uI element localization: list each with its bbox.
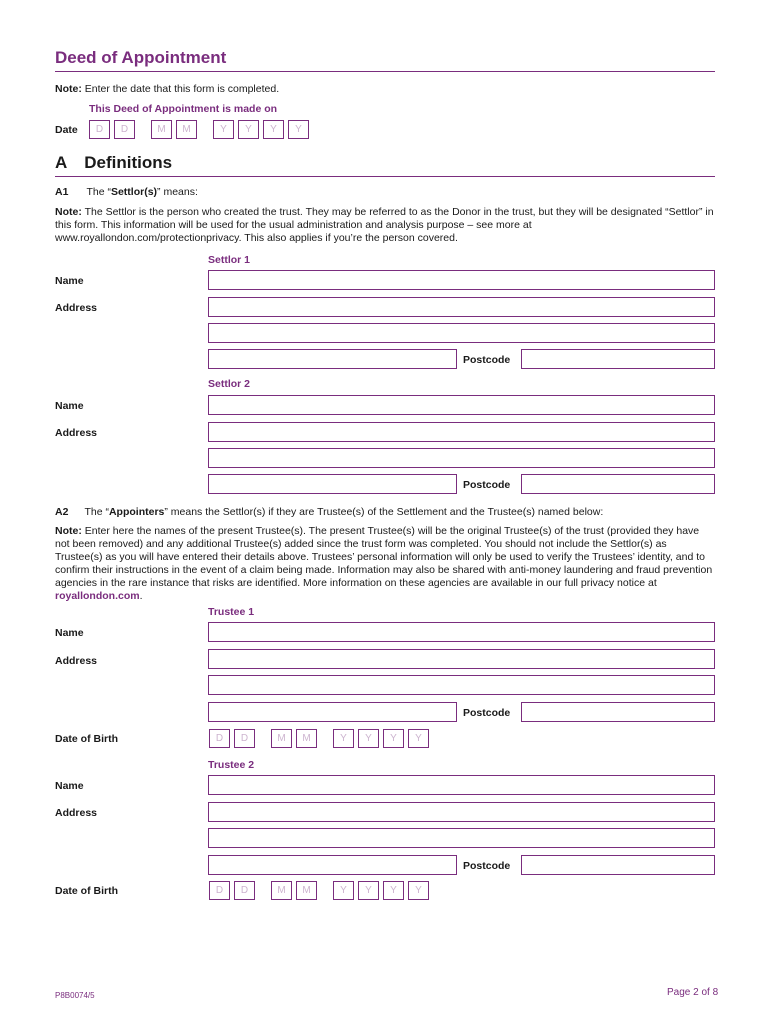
settlor1-name-label: Name — [55, 275, 84, 287]
a1-pre: The “ — [86, 186, 111, 198]
trustee1-dob-digit-2[interactable]: D — [234, 729, 255, 748]
settlor2-name-label: Name — [55, 400, 84, 412]
trustee2-dob-digit-3[interactable]: M — [271, 881, 292, 900]
note-label: Note: — [55, 206, 82, 218]
trustee2-dob-digit-5[interactable]: Y — [333, 881, 354, 900]
trustee1-dob-digit-8[interactable]: Y — [408, 729, 429, 748]
trustee1-dob-label: Date of Birth — [55, 733, 118, 745]
a1-text — [55, 186, 198, 199]
trustee1-dob-digit-4[interactable]: M — [296, 729, 317, 748]
trustee1-name-input[interactable] — [208, 622, 715, 642]
trustee2-postcode-label: Postcode — [463, 860, 511, 872]
trustee2-postcode-input[interactable] — [521, 855, 715, 875]
settlor1-address-line3[interactable] — [208, 349, 457, 369]
note-text: Enter the date that this form is completed. — [81, 83, 280, 95]
date-digit-2[interactable]: D — [114, 120, 135, 139]
page-title: Deed of Appointment — [55, 48, 227, 67]
note-label: Note: — [55, 525, 82, 537]
trustee1-address-line2[interactable] — [208, 675, 715, 695]
settlor2-heading: Settlor 2 — [208, 378, 251, 390]
date-digit-4[interactable]: M — [176, 120, 197, 139]
date-digit-5[interactable]: Y — [213, 120, 234, 139]
section-a-heading — [55, 153, 172, 173]
trustee2-address-line2[interactable] — [208, 828, 715, 848]
trustee2-dob-label: Date of Birth — [55, 885, 118, 897]
page-number: Page 2 of 8 — [667, 987, 719, 998]
a2-text — [55, 506, 603, 519]
trustee1-dob-digit-1[interactable]: D — [209, 729, 230, 748]
trustee2-address-line3[interactable] — [208, 855, 457, 875]
trustee1-dob-digit-3[interactable]: M — [271, 729, 292, 748]
trustee2-dob-digit-6[interactable]: Y — [358, 881, 379, 900]
date-label: Date — [55, 124, 78, 136]
date-digit-7[interactable]: Y — [263, 120, 284, 139]
a1-term: Settlor(s) — [110, 186, 158, 198]
settlor1-heading: Settlor 1 — [208, 254, 251, 266]
a1-num: A1 — [55, 186, 69, 198]
trustee1-dob-digit-7[interactable]: Y — [383, 729, 404, 748]
note-text: Enter here the names of the present Trustee(s). The present Trustee(s) will be the original Trustee(s) of the trust (provided they have not been removed) and any additional Trustee(s) added since the trust form was completed. You should not include the Settlor(s) as Trustee(s) as you will have entered their details above. Trustees’ personal information will only be used to verify the Trustees’ identity, and to confirm their instructions in the event of a claim being made. Information may also be shared with anti-money laundering and fraud prevention agencies in the rare instance that risks are identified. More information on these agencies are available in our full privacy notice at — [55, 525, 713, 589]
settlor1-address-line2[interactable] — [208, 323, 715, 343]
trustee1-dob-digit-6[interactable]: Y — [358, 729, 379, 748]
section-letter: A — [55, 153, 68, 172]
trustee2-name-input[interactable] — [208, 775, 715, 795]
a2-pre: The “ — [84, 506, 109, 518]
section-rule — [55, 176, 715, 177]
settlor2-postcode-input[interactable] — [521, 474, 715, 494]
trustee1-address-line3[interactable] — [208, 702, 457, 722]
settlor1-postcode-input[interactable] — [521, 349, 715, 369]
settlor1-address-line1[interactable] — [208, 297, 715, 317]
a2-term: Appointers — [108, 506, 165, 518]
trustee2-dob-digit-2[interactable]: D — [234, 881, 255, 900]
date-note — [55, 83, 279, 96]
trustee2-dob-digit-1[interactable]: D — [209, 881, 230, 900]
title-rule — [55, 71, 715, 72]
trustee1-address-label: Address — [55, 655, 98, 667]
made-on-label: This Deed of Appointment is made on — [89, 103, 278, 115]
a1-post: ” means: — [157, 186, 198, 198]
trustee2-dob-digit-8[interactable]: Y — [408, 881, 429, 900]
footer-code: P8B0074/5 — [55, 991, 95, 1000]
a2-post: ” means the Settlor(s) if they are Trustee(s) of the Settlement and the Trustee(s) named below: — [164, 506, 604, 518]
note-label: Note: — [55, 83, 82, 95]
date-digit-6[interactable]: Y — [238, 120, 259, 139]
date-digit-1[interactable]: D — [89, 120, 110, 139]
date-digit-8[interactable]: Y — [288, 120, 309, 139]
trustee1-dob-digit-5[interactable]: Y — [333, 729, 354, 748]
settlor2-address-line3[interactable] — [208, 474, 457, 494]
date-digit-3[interactable]: M — [151, 120, 172, 139]
section-title: Definitions — [84, 153, 173, 172]
trustee1-postcode-label: Postcode — [463, 707, 511, 719]
settlor2-address-line1[interactable] — [208, 422, 715, 442]
trustee1-heading: Trustee 1 — [208, 606, 255, 618]
trustee1-postcode-input[interactable] — [521, 702, 715, 722]
settlor1-name-input[interactable] — [208, 270, 715, 290]
settlor2-address-label: Address — [55, 427, 98, 439]
trustee1-name-label: Name — [55, 627, 84, 639]
settlor-note — [55, 206, 715, 245]
trustee-note — [55, 525, 715, 603]
settlor2-address-line2[interactable] — [208, 448, 715, 468]
trustee2-address-line1[interactable] — [208, 802, 715, 822]
settlor2-name-input[interactable] — [208, 395, 715, 415]
privacy-link[interactable]: royallondon.com — [55, 590, 140, 602]
trustee2-name-label: Name — [55, 780, 84, 792]
trustee2-heading: Trustee 2 — [208, 759, 255, 771]
settlor1-postcode-label: Postcode — [463, 354, 511, 366]
note-text: The Settlor is the person who created the trust. They may be referred to as the Donor in the trust, but they will be designated “Settlor” in this form. This information will be used for the usual administration and analysis purpose – see more at www.royallondon.com/protectionprivacy. This also applies if you’re the person covered. — [55, 206, 714, 244]
trustee2-dob-digit-4[interactable]: M — [296, 881, 317, 900]
settlor1-address-label: Address — [55, 302, 98, 314]
settlor2-postcode-label: Postcode — [463, 479, 511, 491]
trustee1-address-line1[interactable] — [208, 649, 715, 669]
trustee2-dob-digit-7[interactable]: Y — [383, 881, 404, 900]
note-end: . — [139, 590, 143, 602]
trustee2-address-label: Address — [55, 807, 98, 819]
a2-num: A2 — [55, 506, 69, 518]
